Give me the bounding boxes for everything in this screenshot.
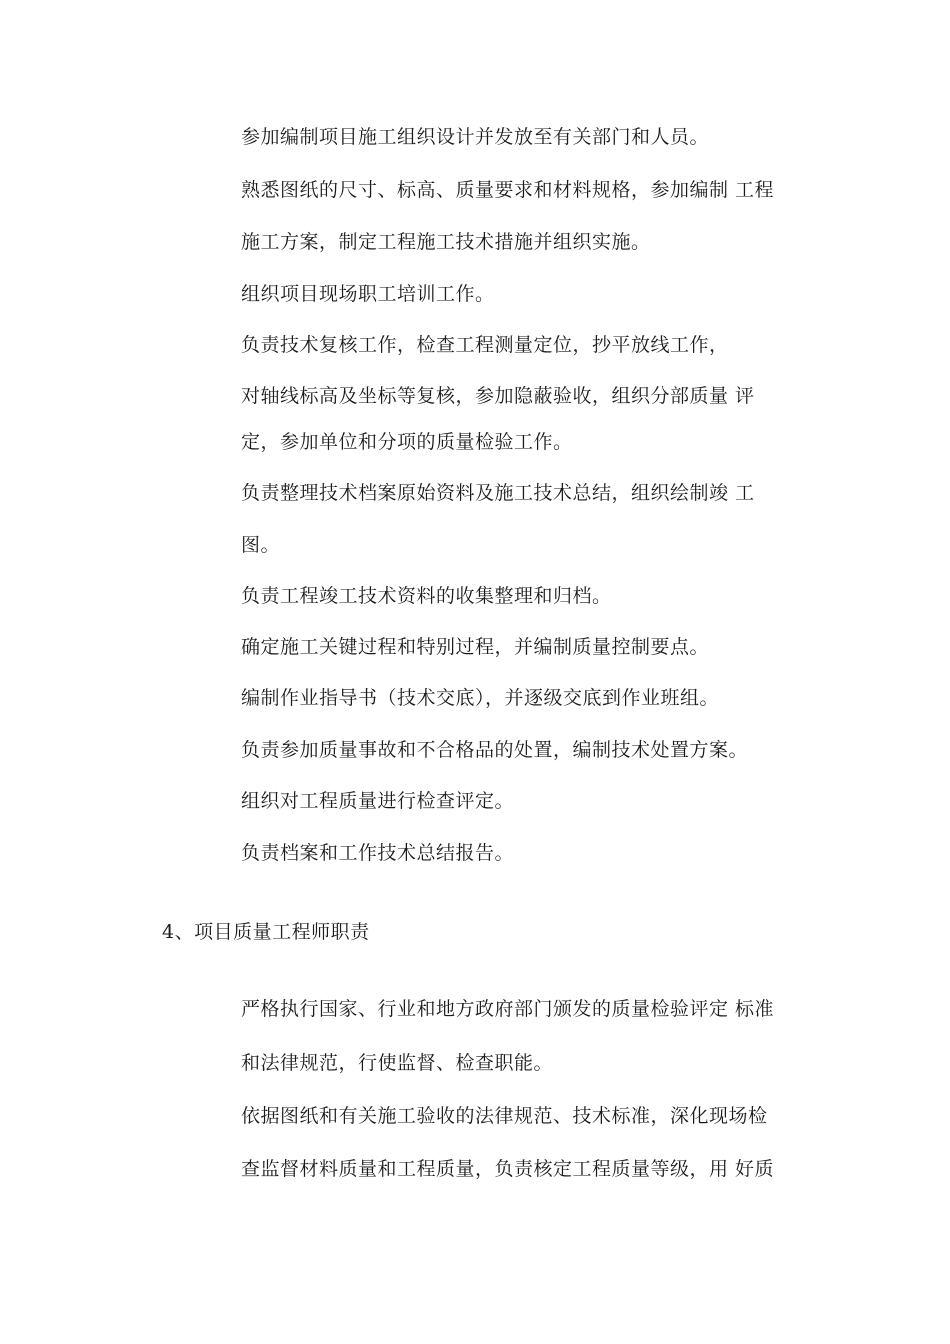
text-line: 组织项目现场职工培训工作。 <box>241 283 495 305</box>
text-line: 确定施工关键过程和特别过程，并编制质量控制要点。 <box>241 636 710 658</box>
text-line: 参加编制项目施工组织设计并发放至有关部门和人员。 <box>241 126 710 148</box>
text-line: 负责整理技术档案原始资料及施工技术总结，组织绘制竣 工 <box>241 482 755 504</box>
text-line: 组织对工程质量进行检查评定。 <box>241 790 515 812</box>
section-heading: 4、项目质量工程师职责 <box>162 921 370 943</box>
text-line: 查监督材料质量和工程质量，负责核定工程质量等级，用 好质 <box>241 1158 775 1180</box>
text-line: 严格执行国家、行业和地方政府部门颁发的质量检验评定 标准 <box>241 998 775 1020</box>
text-line: 图。 <box>241 534 281 556</box>
text-line: 负责档案和工作技术总结报告。 <box>241 842 515 864</box>
text-line: 和法律规范，行使监督、检查职能。 <box>241 1052 554 1074</box>
text-line: 负责工程竣工技术资料的收集整理和归档。 <box>241 585 612 607</box>
text-line: 熟悉图纸的尺寸、标高、质量要求和材料规格，参加编制 工程 <box>241 179 775 201</box>
text-line: 定，参加单位和分项的质量检验工作。 <box>241 431 573 453</box>
text-line: 编制作业指导书（技术交底），并逐级交底到作业班组。 <box>241 687 720 709</box>
text-line: 负责参加质量事故和不合格品的处置，编制技术处置方案。 <box>241 739 749 761</box>
text-line: 依据图纸和有关施工验收的法律规范、技术标准，深化现场检 <box>241 1105 768 1127</box>
text-line: 负责技术复核工作，检查工程测量定位，抄平放线工作， <box>241 334 729 356</box>
text-line: 对轴线标高及坐标等复核，参加隐蔽验收，组织分部质量 评 <box>241 385 755 407</box>
text-line: 施工方案，制定工程施工技术措施并组织实施。 <box>241 231 651 253</box>
